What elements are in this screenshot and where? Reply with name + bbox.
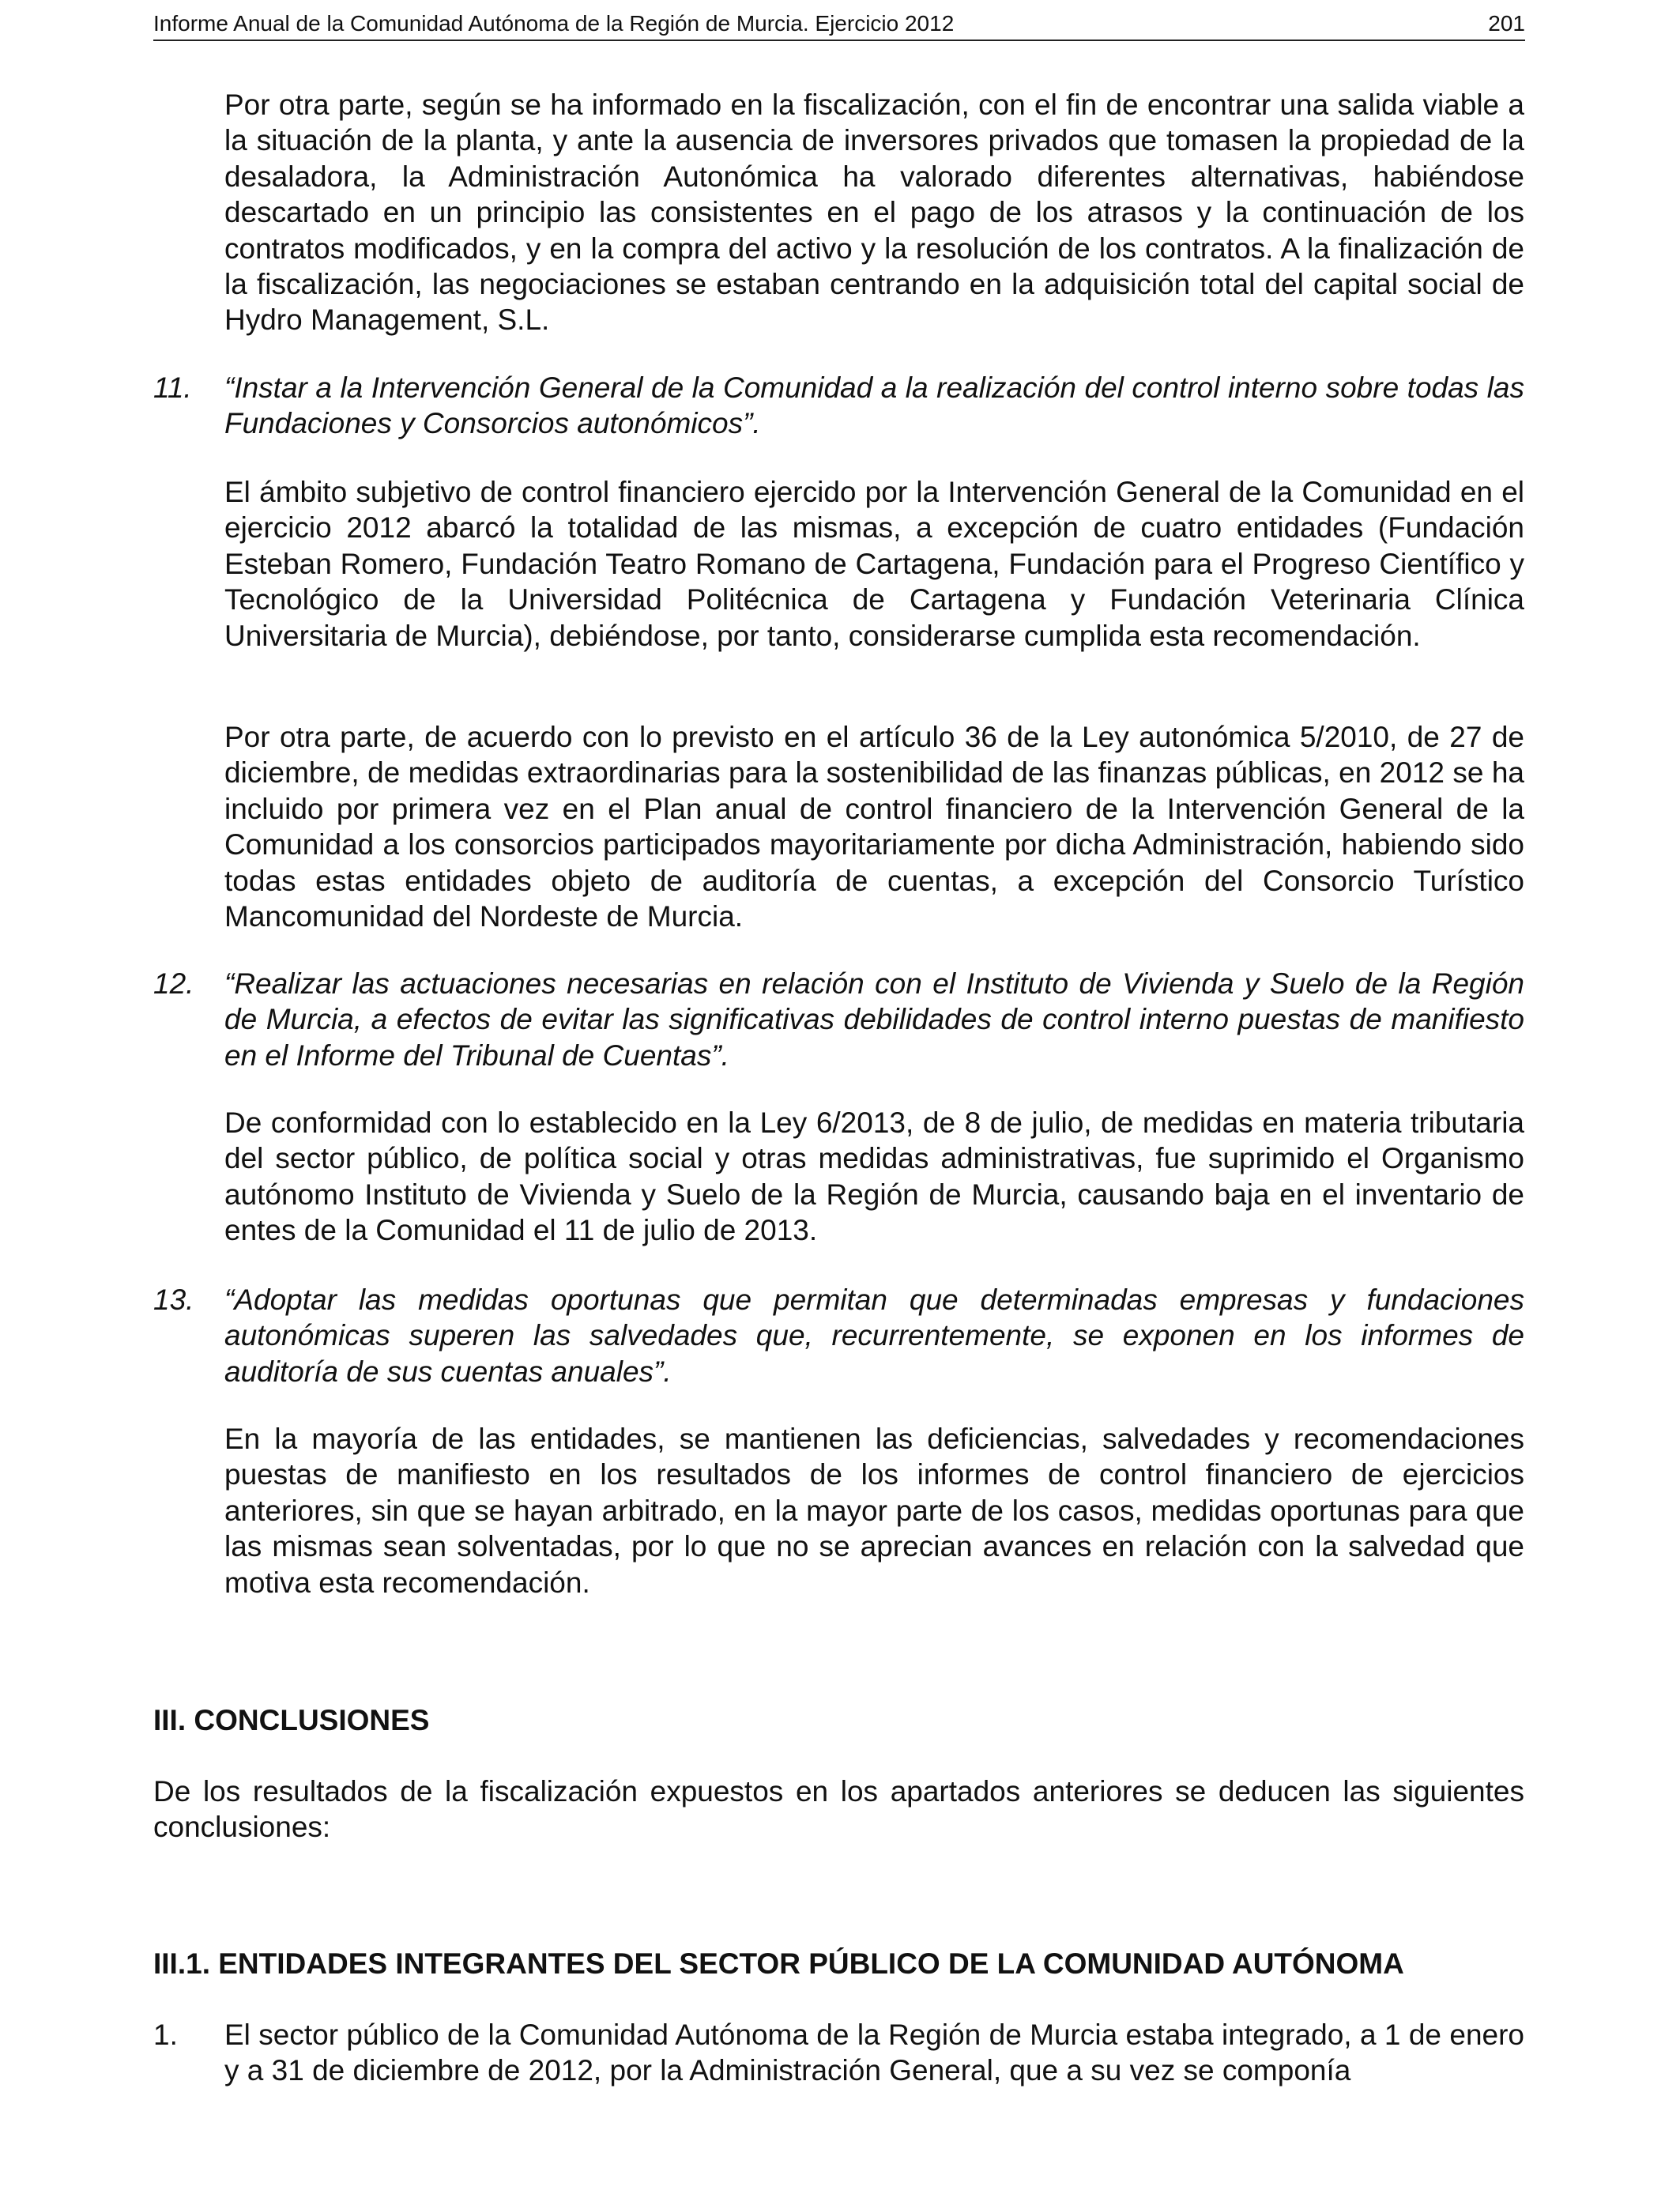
item-13-paragraph-1: En la mayoría de las entidades, se mantienen las deficiencias, salvedades y recomendaciones puestas de manifiesto en los resultados de los informes de control financiero de ejercicios anteriores, sin que se hayan arbitrado, en la mayor parte de los casos, medidas oportunas para que las mismas sean solventadas, por lo que no se aprecian avances en relación con la salvedad que motiva esta recomendación. [224,1423,1524,1599]
item-12-quote: “Realizar las actuaciones necesarias en relación con el Instituto de Vivienda y Suelo de la Región de Murcia, a efectos de evitar las significativas debilidades de control interno puestas de manifiesto en el Informe del Tribunal de Cuentas”. [224,967,1524,1072]
page-number: 201 [1488,11,1525,36]
item-12-paragraph-1: De conformidad con lo establecido en la Ley 6/2013, de 8 de julio, de medidas en materia tributaria del sector público, de política social y otras medidas administrativas, fue suprimido el Organismo autónomo Instituto de Vivienda y Suelo de la Región de Murcia, causando baja en el inventario de entes de la Comunidad el 11 de julio de 2013. [224,1106,1524,1247]
item-12-number: 12. [153,967,194,1000]
item-11-quote: “Instar a la Intervención General de la Comunidad a la realización del control interno sobre todas las Fundaciones y Consorcios autonómicos”. [224,371,1524,440]
item-13-quote: “Adoptar las medidas oportunas que permitan que determinadas empresas y fundaciones autonómicas superen las salvedades que, recurrentemente, se exponen en los informes de auditoría de sus cuentas anuales”. [224,1284,1524,1388]
item-13-number: 13. [153,1284,194,1316]
item-11-paragraph-1: El ámbito subjetivo de control financiero ejercido por la Intervención General de la Comunidad en el ejercicio 2012 abarcó la totalidad de las mismas, a excepción de cuatro entidades (Fundación Esteban Romero, Fundación Teatro Romano de Cartagena, Fundación para el Progreso Científico y Tecnológico de la Universidad Politécnica de Cartagena y Fundación Veterinaria Clínica Universitaria de Murcia), debiéndose, por tanto, considerarse cumplida esta recomendación. [224,476,1524,652]
intro-paragraph: Por otra parte, según se ha informado en la fiscalización, con el fin de encontrar una salida viable a la situación de la planta, y ante la ausencia de inversores privados que tomasen la propiedad de la desaladora, la Administración Autonómica ha valorado diferentes alternativas, habiéndose descartado en un principio las consistentes en el pago de los atrasos y la continuación de los contratos modificados, y en la compra del activo y la resolución de los contratos. A la finalización de la fiscalización, las negociaciones se estaban centrando en la adquisición total del capital social de Hydro Management, S.L. [224,89,1524,337]
item-11-number: 11. [153,371,192,404]
item-11-paragraph-2: Por otra parte, de acuerdo con lo previsto en el artículo 36 de la Ley autonómica 5/2010, de 27 de diciembre, de medidas extraordinarias para la sostenibilidad de las finanzas públicas, en 2012 se ha incluido por primera vez en el Plan anual de control financiero de la Intervención General de la Comunidad a los consorcios participados mayoritariamente por dicha Administración, habiendo sido todas estas entidades objeto de auditoría de cuentas, a excepción del Consorcio Turístico Mancomunidad del Nordeste de Murcia. [224,721,1524,933]
conclusion-1-number: 1. [153,2019,178,2051]
section-intro: De los resultados de la fiscalización expuestos en los apartados anteriores se deducen las siguientes conclusiones: [153,1775,1524,1844]
header-title: Informe Anual de la Comunidad Autónoma de la Región de Murcia. Ejercicio 2012 [153,11,955,36]
conclusion-1-text: El sector público de la Comunidad Autónoma de la Región de Murcia estaba integrado, a 1 de enero y a 31 de diciembre de 2012, por la Administración General, que a su vez se componía [224,2019,1524,2087]
page-header [153,6,1525,41]
subsection-heading: III.1. ENTIDADES INTEGRANTES DEL SECTOR PÚBLICO DE LA COMUNIDAD AUTÓNOMA [153,1947,1404,1980]
section-heading: III. CONCLUSIONES [153,1704,430,1736]
